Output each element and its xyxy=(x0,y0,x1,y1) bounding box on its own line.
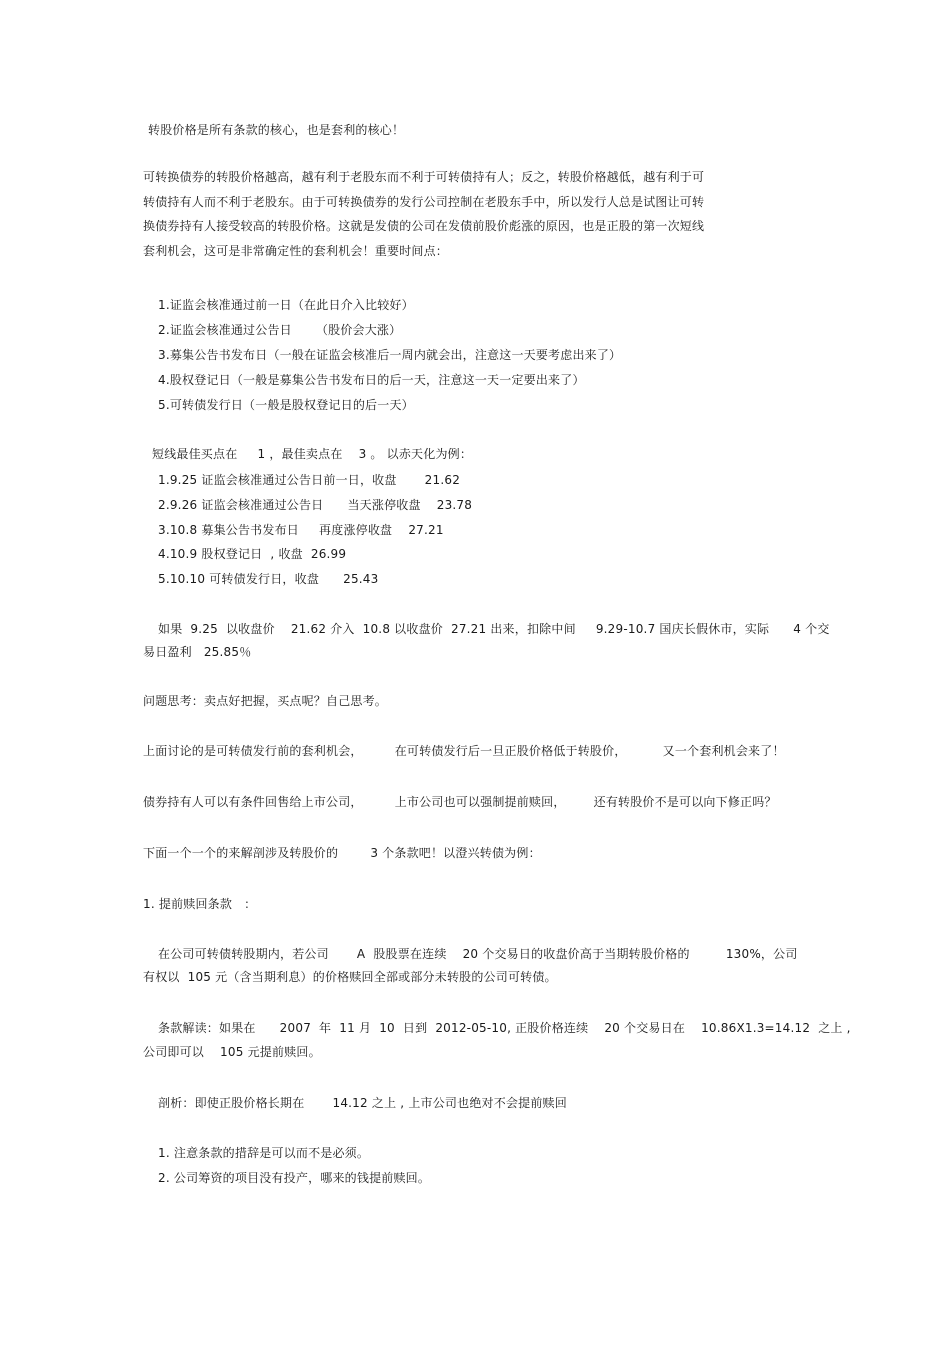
note-item: 2. 公司筹资的项目没有投产，哪来的钱提前赎回。 xyxy=(158,1171,431,1185)
timepoint-item: 4.股权登记日（一般是募集公告书发布日的后一天，注意这一天一定要出来了） xyxy=(158,373,585,387)
section-title: 1. 提前赎回条款 ： xyxy=(143,897,257,911)
paragraph-line: 易日盈利 25.85％ xyxy=(143,645,252,659)
example-item: 1.9.25 证监会核准通过公告日前一日，收盘 21.62 xyxy=(158,473,461,487)
example-item: 2.9.26 证监会核准通过公告日 当天涨停收盘 23.78 xyxy=(158,498,473,512)
timepoint-item: 2.证监会核准通过公告日 （股价会大涨） xyxy=(158,323,402,337)
paragraph-line: 可转换债券的转股价格越高，越有利于老股东而不利于可转债持有人；反之，转股价格越低，越有利于可 xyxy=(143,170,705,184)
paragraph-line: 下面一个一个的来解剖涉及转股价的 3 个条款吧！以澄兴转债为例： xyxy=(143,846,541,860)
clause-line: 有权以 105 元（含当期利息）的价格赎回全部或部分未转股的公司可转债。 xyxy=(143,970,557,984)
paragraph-line: 转债持有人而不利于老股东。由于可转换债券的发行公司控制在老股东手中，所以发行人总是试图让可转 xyxy=(143,195,705,209)
note-item: 1. 注意条款的措辞是可以而不是必须。 xyxy=(158,1146,370,1160)
timepoint-item: 3.募集公告书发布日（一般在证监会核准后一周内就会出，注意这一天要考虑出来了） xyxy=(158,348,622,362)
example-item: 3.10.8 募集公告书发布日 再度涨停收盘 27.21 xyxy=(158,523,444,537)
paragraph-line: 如果 9.25 以收盘价 21.62 介入 10.8 以收盘价 27.21 出来，扣除中间 9.29-10.7 国庆长假休市，实际 4 个交 xyxy=(158,622,830,636)
paragraph-line: 换债券持有人接受较高的转股价格。这就是发债的公司在发债前股价彪涨的原因，也是正股的第一次短线 xyxy=(143,219,705,233)
question-text: 问题思考：卖点好把握，买点呢？自己思考。 xyxy=(143,694,388,708)
intro-text: 转股价格是所有条款的核心，也是套利的核心！ xyxy=(148,123,405,137)
clause-line: 在公司可转债转股期内，若公司 A 股股票在连续 20 个交易日的收盘价高于当期转股价格的 130%，公司 xyxy=(158,947,798,961)
timepoint-item: 1.证监会核准通过前一日（在此日介入比较好） xyxy=(158,298,414,312)
analysis-text: 剖析：即使正股价格长期在 14.12 之上 , 上市公司也绝对不会提前赎回 xyxy=(158,1096,567,1110)
timepoint-item: 5.可转债发行日（一般是股权登记日的后一天） xyxy=(158,398,414,412)
interpretation-line: 条款解读：如果在 2007 年 11 月 10 日到 2012-05-10, 正股价格连续 20 个交易日在 10.86X1.3=14.12 之上 , xyxy=(158,1021,851,1035)
example-item: 4.10.9 股权登记日 , 收盘 26.99 xyxy=(158,547,347,561)
interpretation-line: 公司即可以 105 元提前赎回。 xyxy=(143,1045,321,1059)
paragraph-line: 上面讨论的是可转债发行前的套利机会， 在可转债发行后一旦正股价格低于转股价， 又一个套利机会来了！ xyxy=(143,744,785,758)
example-item: 5.10.10 可转债发行日，收盘 25.43 xyxy=(158,572,379,586)
paragraph-line: 债券持有人可以有条件回售给上市公司， 上市公司也可以强制提前赎回， 还有转股价不是可以向下修正吗？ xyxy=(143,795,777,809)
example-intro: 短线最佳买点在 1 ，最佳卖点在 3 。 以赤天化为例： xyxy=(152,447,473,461)
paragraph-line: 套利机会，这可是非常确定性的套利机会！重要时间点： xyxy=(143,244,449,258)
